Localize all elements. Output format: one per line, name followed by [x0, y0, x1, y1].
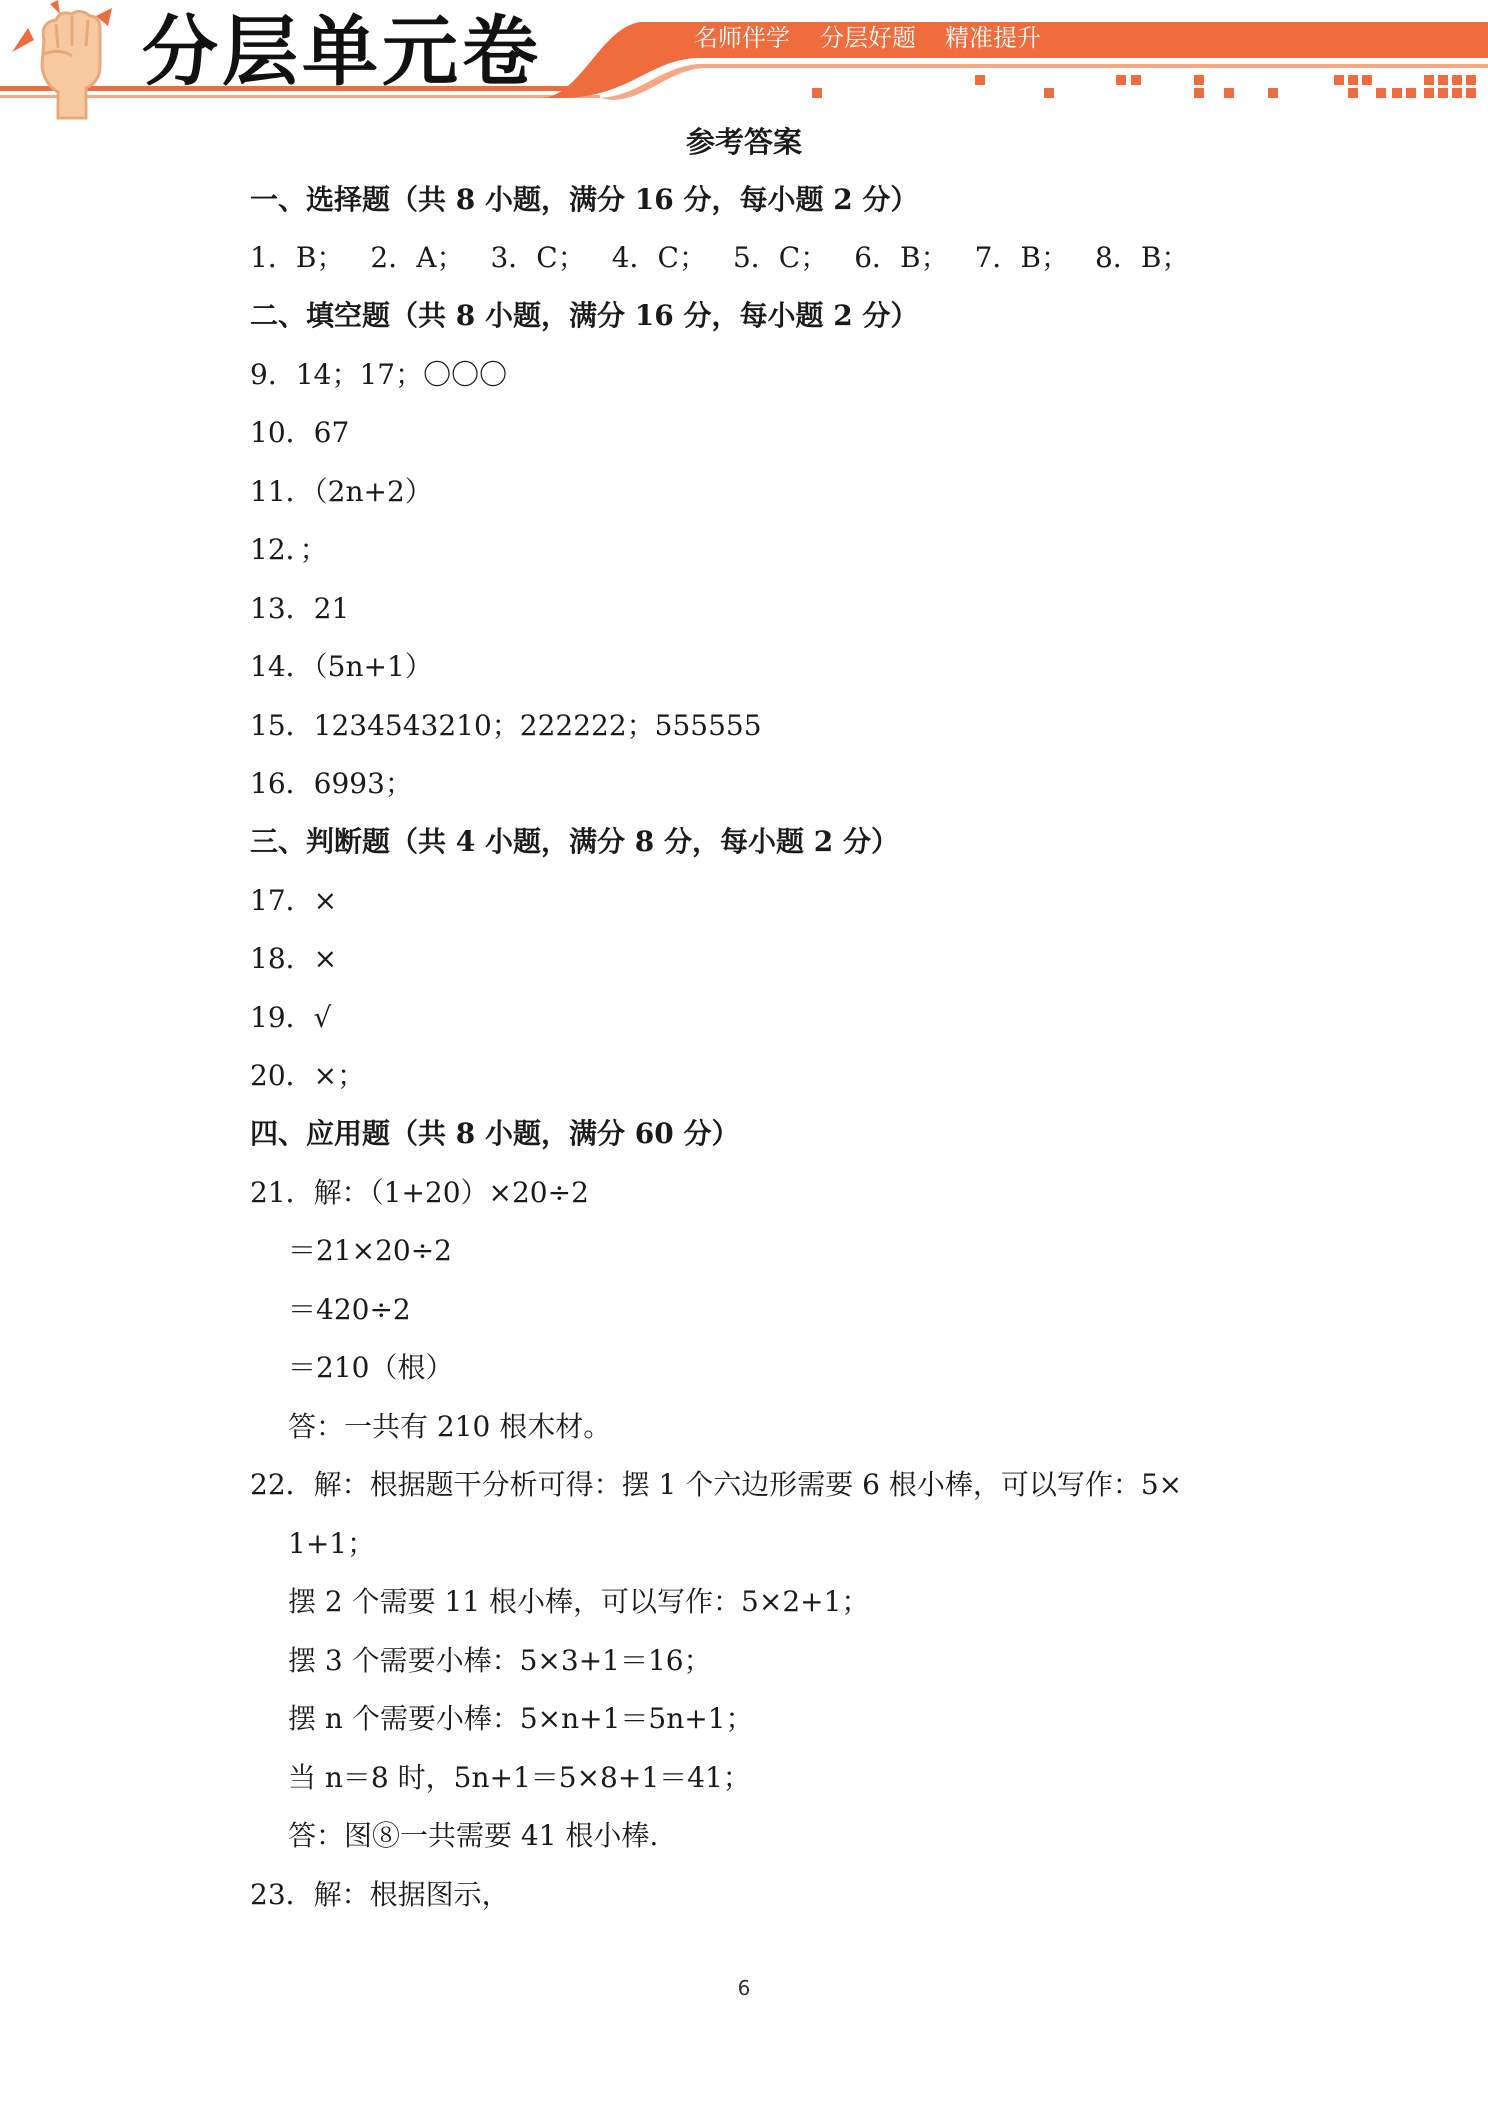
answer-q15: 15．1234543210；222222；555555 — [250, 709, 762, 742]
mcq-answer: 3．C； — [490, 241, 586, 274]
section-heading-application: 四、应用题（共 8 小题，满分 60 分） — [250, 1117, 740, 1150]
q22-line-3: 摆 3 个需要小棒：5×3+1＝16； — [288, 1644, 712, 1677]
raised-fist-icon — [12, 0, 112, 118]
mcq-answer: 8．B； — [1095, 241, 1190, 274]
mcq-answer-row — [250, 238, 1215, 278]
mcq-answer: 4．C； — [611, 241, 707, 274]
slogan-1: 名师伴学 — [694, 24, 790, 52]
q22-line-4: 摆 n 个需要小棒：5×n+1＝5n+1； — [288, 1702, 754, 1735]
slogan-3: 精准提升 — [945, 24, 1041, 52]
q22-line-1b: 1+1； — [288, 1527, 376, 1560]
page-header — [0, 0, 1488, 130]
answer-q18: 18．× — [250, 942, 338, 975]
page-title: 参考答案 — [685, 125, 802, 159]
q21-line-3: ＝420÷2 — [288, 1293, 411, 1326]
page-number: 6 — [737, 1976, 751, 2000]
answer-q14: 14．（5n+1） — [250, 650, 433, 683]
q22-line-5: 当 n＝8 时，5n+1＝5×8+1＝41； — [288, 1761, 751, 1794]
mcq-answer: 5．C； — [732, 241, 829, 274]
q21-answer: 答：一共有 210 根木材。 — [288, 1410, 612, 1443]
answer-q9: 9．14；17；〇〇〇 — [250, 358, 508, 391]
section-heading-judge: 三、判断题（共 4 小题，满分 8 分，每小题 2 分） — [250, 825, 899, 858]
answer-q13: 13．21 — [250, 592, 350, 625]
q22-answer: 答：图⑧一共需要 41 根小棒. — [288, 1819, 659, 1852]
q21-line-4: ＝210（根） — [288, 1351, 454, 1384]
q21-line-2: ＝21×20÷2 — [288, 1234, 452, 1267]
mcq-answer: 7．B； — [974, 241, 1070, 274]
brand-title: 分层单元卷 — [142, 7, 542, 96]
answer-q20: 20．×； — [250, 1059, 366, 1092]
answer-q11: 11．（2n+2） — [250, 475, 433, 508]
answer-q16: 16．6993； — [250, 767, 413, 800]
answer-q19: 19．√ — [250, 1001, 332, 1034]
mcq-answer: 6．B； — [854, 241, 949, 274]
answer-q10: 10．67 — [250, 416, 350, 449]
answer-q12: 12．； — [250, 533, 328, 566]
answer-q17: 17．× — [250, 884, 338, 917]
q21-line-1: 21．解：（1+20）×20÷2 — [250, 1176, 589, 1209]
section-heading-fill: 二、填空题（共 8 小题，满分 16 分，每小题 2 分） — [250, 299, 919, 332]
slogan-2: 分层好题 — [820, 24, 916, 52]
header-decorative-squares — [812, 75, 1476, 98]
mcq-answer: 1．B； — [250, 241, 345, 274]
q23-line-1: 23．解：根据图示， — [250, 1878, 510, 1911]
q22-line-1: 22．解：根据题干分析可得：摆 1 个六边形需要 6 根小棒，可以写作：5× — [250, 1468, 1183, 1501]
mcq-answer: 2．A； — [370, 241, 465, 274]
q22-line-2: 摆 2 个需要 11 根小棒，可以写作：5×2+1； — [288, 1585, 870, 1618]
section-heading-choice: 一、选择题（共 8 小题，满分 16 分，每小题 2 分） — [250, 183, 919, 216]
